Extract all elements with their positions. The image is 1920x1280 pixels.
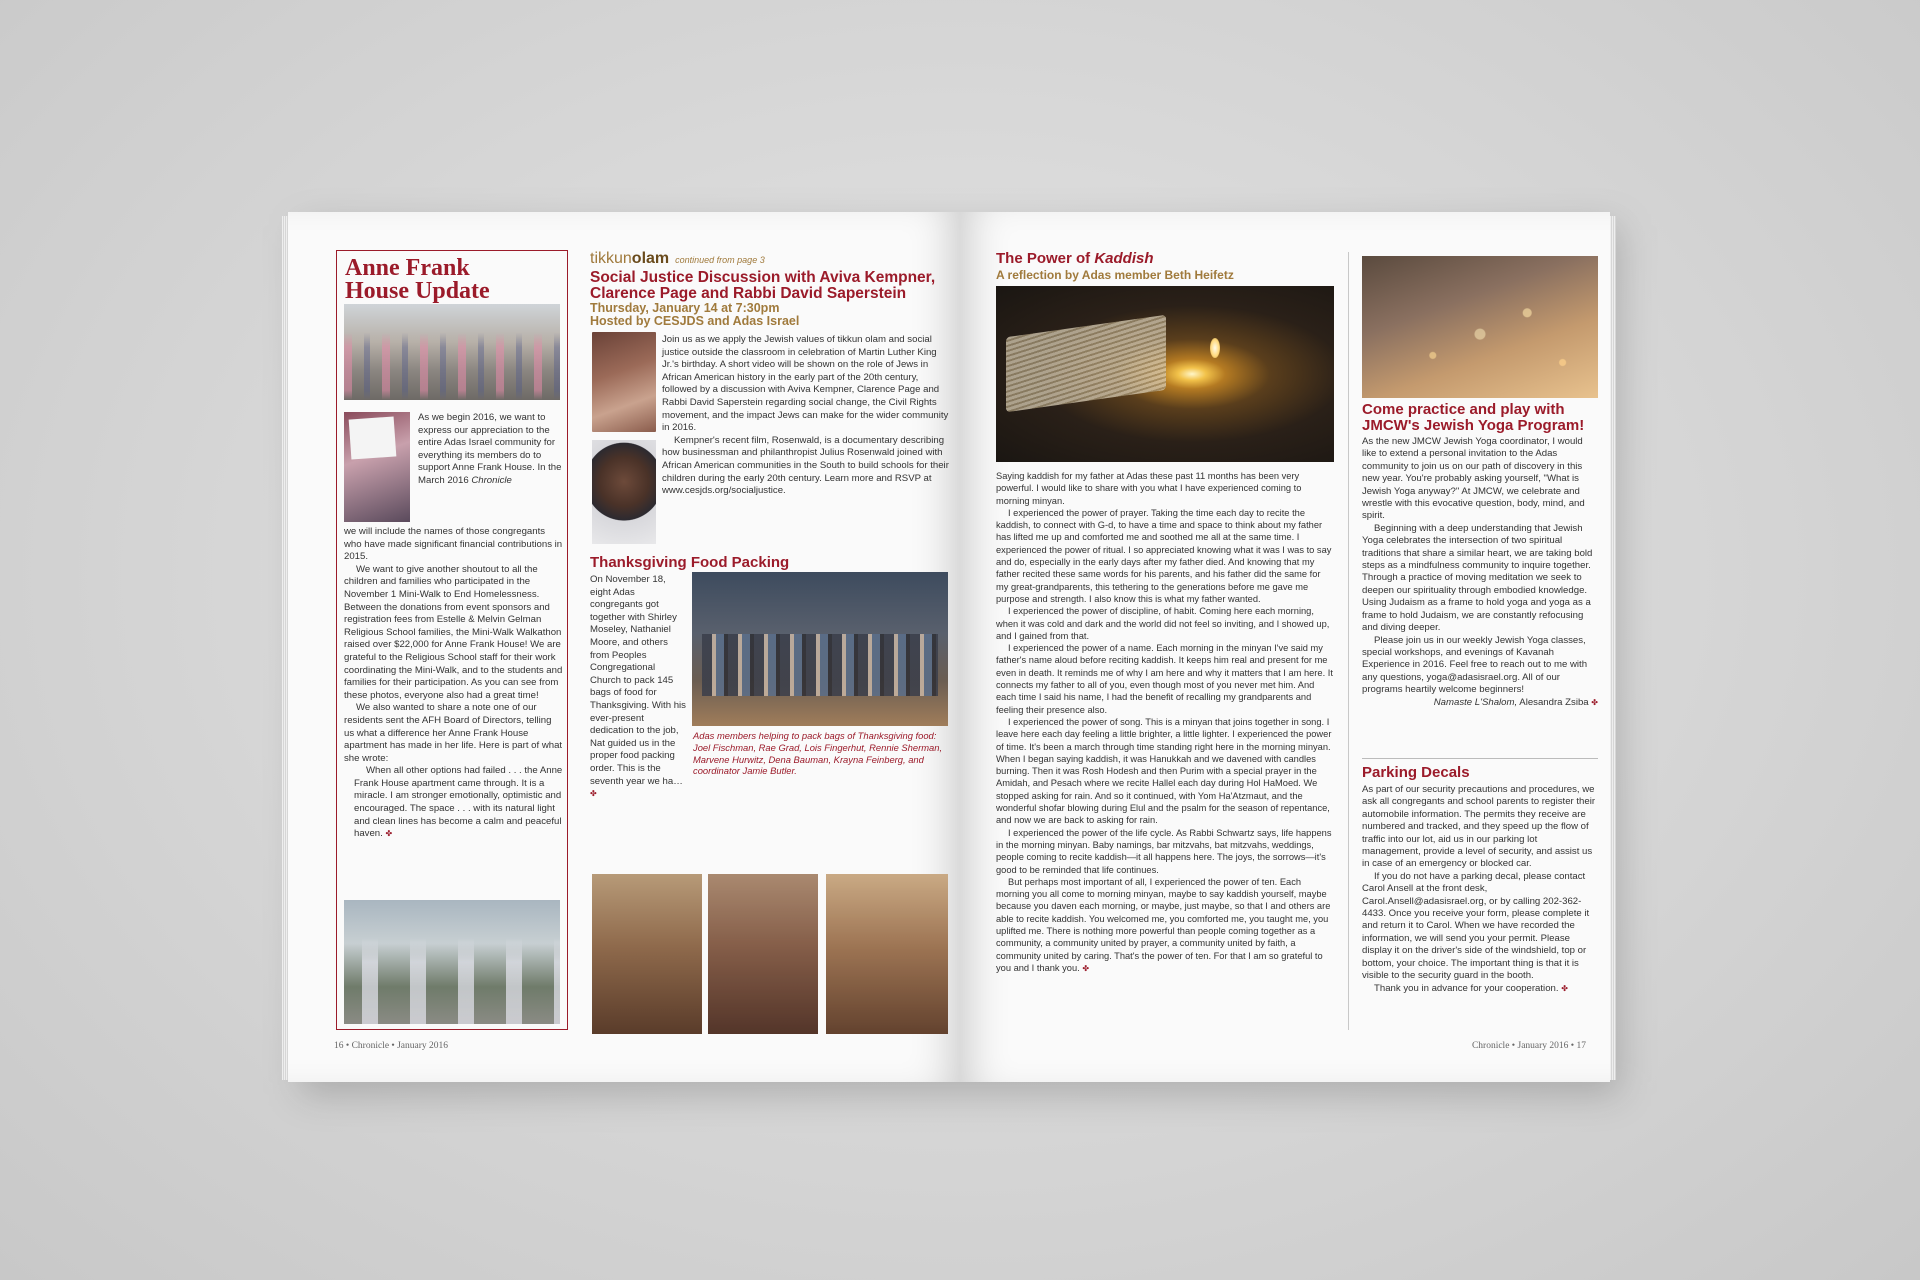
afh-title: Anne Frank House Update [345, 255, 490, 304]
aviva-kempner-photo [592, 332, 656, 432]
kaddish-subtitle: A reflection by Adas member Beth Heifetz [996, 268, 1234, 282]
right-page [960, 212, 1610, 1082]
tikkun-olam-header: tikkunolam continued from page 3 [590, 250, 765, 267]
yoga-text: As the new JMCW Jewish Yoga coordinator, I would like to extend a personal invitation to the Adas community to join us on our path of discovery in this new year. You're probably asking yourself, "What is Jewish Yoga anyway?" At JMCW, we celebrate and wrestle with this evocative question, body, mind, and spirit. Beginning with a deep understanding that Jewish Yoga celebrates the intersection of two spiritual traditions that share a similar heart, we are taking bold steps as a mindfulness community to inquire together. Through a practice of moving meditation we seek to deepen our spirituality through embodied knowledge. Using Judaism as a frame to hold yoga and yoga as a frame to hold Judaism, we are constantly refocusing and diving deeper. Please join us in our weekly Jewish Yoga classes, special workshops, and evenings of Kavanah Experience in 2016. Feel free to reach out to me with any questions, yoga@adasisrael.org. All of our programs heartily welcome beginners! Namaste L'Shalom, Alesandra Zsiba ✤ [1362, 436, 1598, 708]
parking-text: As part of our security precautions and procedures, we ask all congregants and school parents to register their automobile information. The permits they receive are numbered and tracked, and they speed up the flow of traffic into our lot, aid us in our parking lot management, provide a level of security, and assist us in case of an emergency or blocked car. If you do not have a parking decal, please contact Carol Ansell at the front desk, Carol.Ansell@adasisrael.org, or by calling 202-362-4433. Once you receive your form, please complete it and return it to Carol. When we have recorded the information, we will send you your permit. Please display it on the driver's side of the windshield, top or bottom, your choice. The important thing is that it is visible to the security guard in the booth. Thank you in advance for your cooperation. ✤ [1362, 784, 1596, 994]
social-justice-title: Social Justice Discussion with Aviva Kempner, Clarence Page and Rabbi David Saperstein [590, 269, 936, 302]
section-divider [1362, 758, 1598, 759]
thanksgiving-text-col: On November 18, eight Adas congregants got together with Shirley Moseley, Nathaniel Moore, and others from Peoples Congregational Church to pack 145 bags of food for Thanksgiving. With his ever-present dedication to the job, Nat guided us in the proper food packing order. This is the seventh year we have [590, 574, 686, 787]
thanksgiving-title: Thanksgiving Food Packing [590, 554, 790, 571]
kids-walking-photo [344, 900, 560, 1024]
bags-photo-1 [592, 874, 702, 1034]
thanksgiving-caption: Adas members helping to pack bags of Thanksgiving food: Joel Fischman, Rae Grad, Lois Fingerhut, Rennie Sherman, Marvene Hurwitz, Dena Bauman, Krayna Feinberg, and coordinator Jamie Butler. [693, 730, 943, 777]
yoga-title: Come practice and play with JMCW's Jewish Yoga Program! [1362, 401, 1585, 434]
column-divider [1348, 252, 1349, 1030]
footer-right: Chronicle • January 2016 • 17 [1471, 1041, 1586, 1051]
bags-photo-2 [708, 874, 818, 1034]
afh-text-main: we will include the names of those congregants who have made significant financial contributions in 2015. We want to give another shoutout to all the children and families who participated in the November 1 Mini-Walk to End Homelessness. Between the donations from event sponsors and registration fees from Estelle & Melvin Gelman Religious School families, the Mini-Walk Walkathon raised over $22,000 for Anne Frank House! We are grateful to the Religious School staff for their work coordinating the Mini-Walk, and to the students and families for their participation. As you can see from these photos, everyone also had a great time! We also wanted to share a note one of our residents sent the AFH Board of Directors, telling us what a difference her Anne Frank House apartment has made in her life. Here is part of what she wrote: When all other options had failed . . . the Anne Frank House apartment came through. It is a miracle. I am stronger emotionally, optimistic and encouraged. The space . . . with its natural light and clean lines has become a calm and peaceful haven. ✤ [344, 526, 563, 840]
candle-book-photo [996, 286, 1334, 462]
help-homeless-sign-photo [344, 412, 410, 522]
minwalk-photo [344, 304, 560, 400]
group-volunteers-photo [692, 572, 948, 726]
social-justice-text: Join us as we apply the Jewish values of tikkun olam and social justice outside the classroom in celebration of Martin Luther King Jr.'s birthday. A short video will be shown on the role of Jews in African American history in the early part of the 20th century, followed by a discussion with Aviva Kempner, Clarence Page and Rabbi David Saperstein regarding social change, the Civil Rights movement, and the impact Jews can make for the wider community in 2016. Kempner's recent film, Rosenwald, is a documentary describing how businessman and philanthropist Julius Rosenwald joined with African American communities in the South to build schools for their children during the early 20th century. Learn more and RSVP at www.cesjds.org/socialjustice. [662, 334, 949, 497]
social-justice-subtitle: Thursday, January 14 at 7:30pm Hosted by CESJDS and Adas Israel [590, 301, 800, 328]
kaddish-title: The Power of Kaddish [996, 250, 1154, 267]
thanksgiving-text-end: ✤ [590, 789, 597, 798]
yoga-photo [1362, 256, 1598, 398]
parking-title: Parking Decals [1362, 764, 1470, 781]
left-page [288, 212, 960, 1082]
clarence-page-photo [592, 440, 656, 544]
afh-text-top: As we begin 2016, we want to express our appreciation to the entire Adas Israel community for everything its members do to support Anne Frank House. In the March 2016 Chronicle [418, 412, 562, 486]
footer-left: 16 • Chronicle • January 2016 [334, 1041, 449, 1051]
bags-photo-3 [826, 874, 948, 1034]
kaddish-text: Saying kaddish for my father at Adas these past 11 months has been very powerful. I would like to share with you what I have experienced coming to morning minyan. I experienced the power of prayer. Taking the time each day to recite the kaddish, to connect with G-d, to have a time and space to think about my father has lifted me up and comforted me and soothed me all at the same time. I experienced the power of ritual. I so appreciated knowing what it was I was to say and do, especially in the early days after my father died. And knowing that my father recited these same words for his parents, and his father did the same for my great-grandparents, this tethering to the generations before me gave me purpose and strength. I also know this is what my father wanted. I experienced the power of discipline, of habit. Coming here each morning, when it was cold and dark and the world did not feel so inviting, and I showed up, and I gained from that. I experienced the power of a name. Each morning in the minyan I've said my father's name aloud before reciting kaddish. It keeps him real and present for me even in death. It reminds me of why I am here and why it matters that I am here. It connects my father to all of you, even though most of you never met him. And each time I said his name, I had the benefit of recalling my grandparents and feeling their presence also. I experienced the power of song. This is a minyan that joins together in song. I leave here each day feeling a little brighter, a little lighter. I experienced the power of time. It's been a march through time standing right here in the morning minyan. When I began saying kaddish, it was Hanukkah and we davened with candles burning. Then it was Rosh Hodesh and then Purim with a special prayer in the Amidah, and Pesach where we recite Hallel each day during Hol HaMoed. We stopped asking for rain. And so it continued, with Yom Ha'Atzmaut, and the wonderful shofar blowing during Elul and the psalm for the season of repentance, and now we are back to asking for rain. I experienced the power of the life cycle. As Rabbi Schwartz says, life happens in the morning minyan. Baby namings, bar mitzvahs, bat mitzvahs, weddings, people coming to recite kaddish—it all happens here. The joys, the sorrows—it's good to be reminded that life continues. But perhaps most important of all, I experienced the power of ten. Each morning you all come to morning minyan, maybe to say kaddish yourself, maybe because you daven each morning, or maybe, just maybe, so that I and others are able to recite kaddish. You welcomed me, you comforted me, you taught me, you uplifted me. There is nothing more powerful than people coming together as a community, a community united by prayer, a community united by faith, a community united by caring. That's the power of ten. For that I am so grateful to you and I thank you. ✤ [996, 471, 1333, 973]
